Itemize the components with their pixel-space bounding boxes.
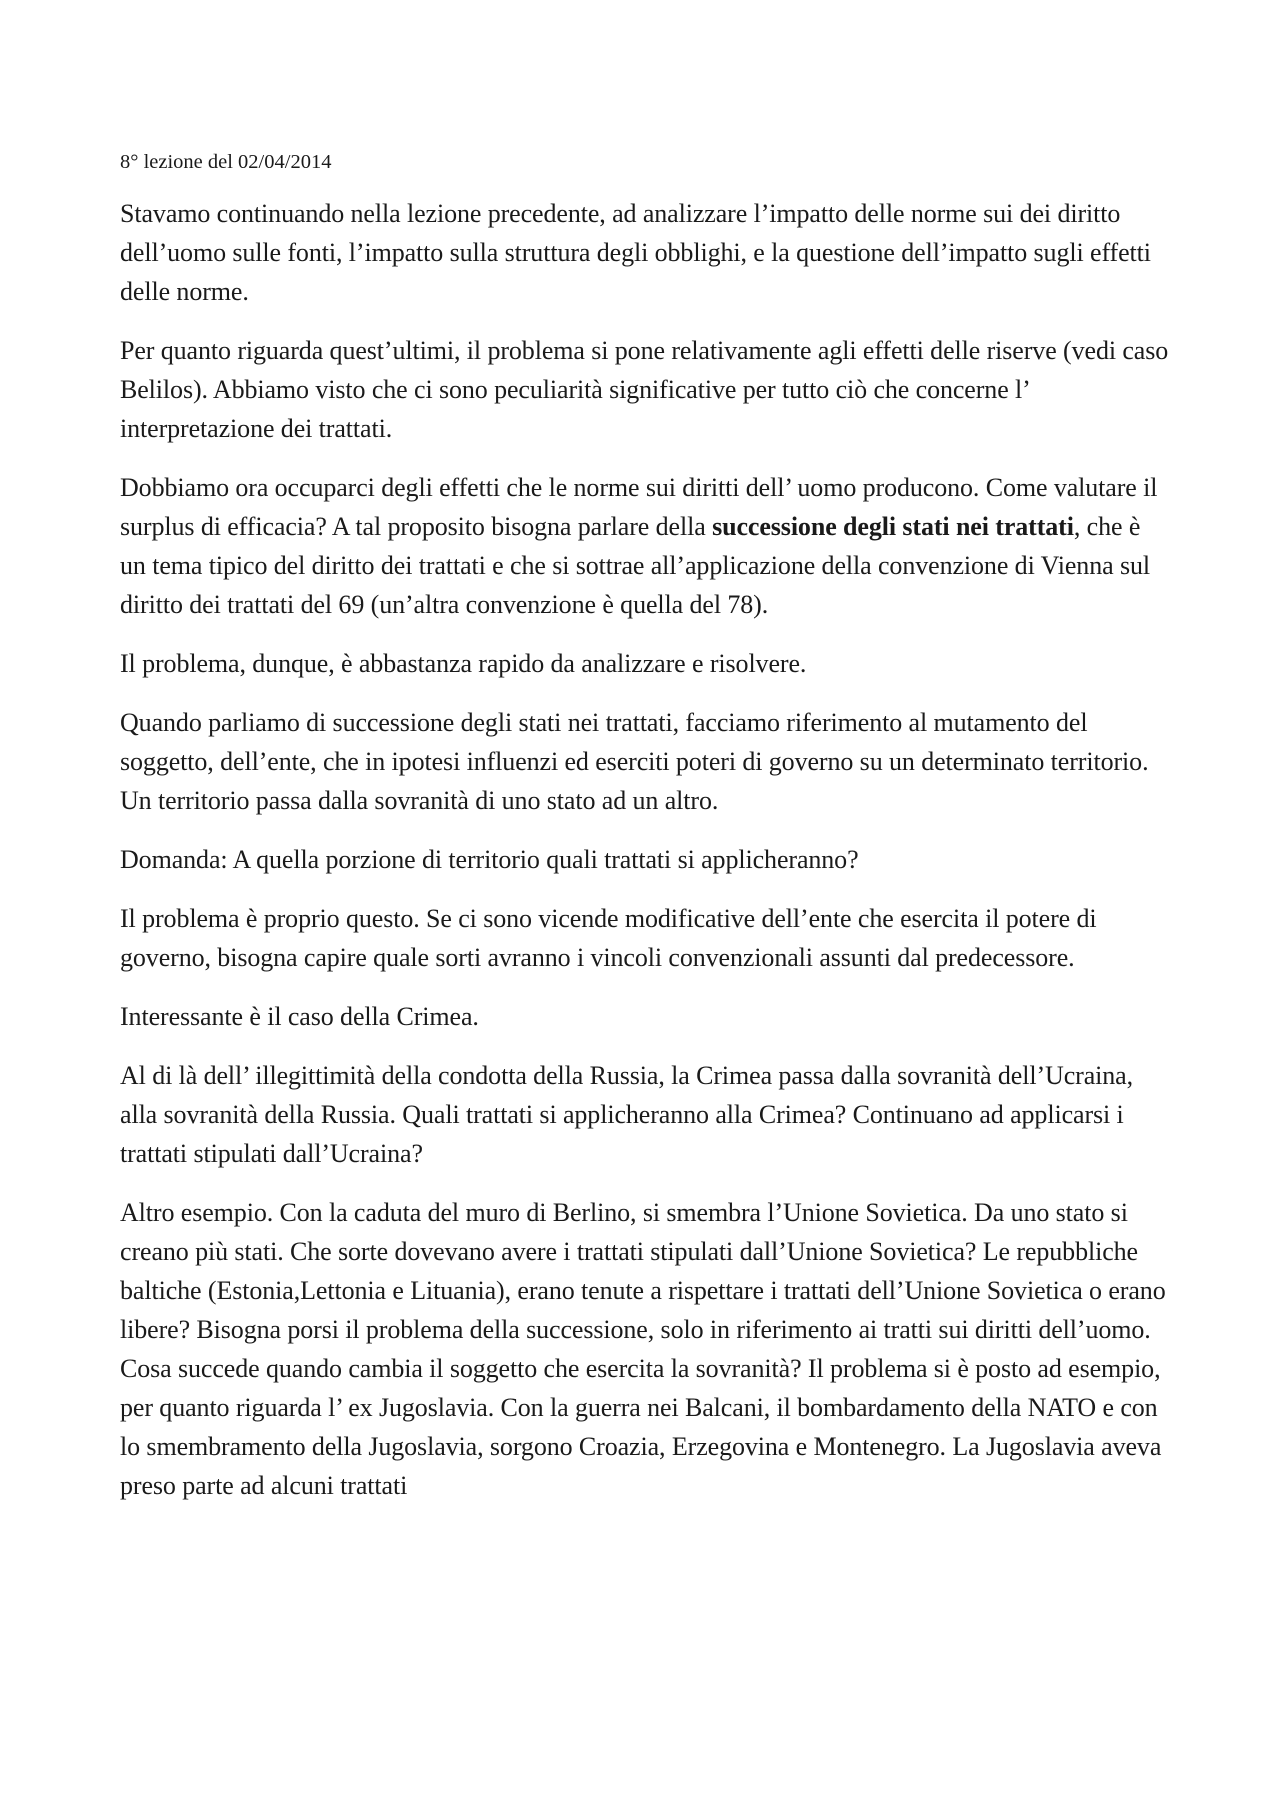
document-body <box>120 148 1170 1505</box>
lesson-header: 8° lezione del 02/04/2014 <box>120 151 332 173</box>
paragraph: Il problema è proprio questo. Se ci sono vicende modificative dell’ente che esercita il potere di governo, bisogna capire quale sorti avranno i vincoli convenzionali assunti dal predecessore. <box>120 904 1097 972</box>
paragraph: Quando parliamo di successione degli stati nei trattati, facciamo riferimento al mutamento del soggetto, dell’ente, che in ipotesi influenzi ed eserciti poteri di governo su un determinato territorio. Un territorio passa dalla sovranità di uno stato ad un altro. <box>120 708 1149 815</box>
paragraph: Altro esempio. Con la caduta del muro di Berlino, si smembra l’Unione Sovietica. Da uno stato si creano più stati. Che sorte dovevano avere i trattati stipulati dall’Unione Sovietica? Le repubbliche baltiche (Estonia,Lettonia e Lituania), erano tenute a rispettare i trattati dell’Unione Sovietica o erano libere? Bisogna porsi il problema della successione, solo in riferimento ai tratti sui diritti dell’uomo. Cosa succede quando cambia il soggetto che esercita la sovranità? Il problema si è posto ad esempio, per quanto riguarda l’ ex Jugoslavia. Con la guerra nei Balcani, il bombardamento della NATO e con lo smembramento della Jugoslavia, sorgono Croazia, Erzegovina e Montenegro. La Jugoslavia aveva preso parte ad alcuni trattati <box>120 1198 1166 1500</box>
paragraph-text: , che è un tema tipico del diritto dei trattati e che si sottrae all’applicazione della convenzione di Vienna sul diritto dei trattati del 69 (un’altra convenzione è quella del 78). <box>120 512 1150 619</box>
paragraph <box>120 468 1170 624</box>
paragraph-text: Dobbiamo ora occuparci degli effetti che le norme sui diritti dell’ uomo producono. Come valutare il surplus di efficacia? A tal proposito bisogna parlare della <box>120 473 1158 541</box>
paragraph: Domanda: A quella porzione di territorio quali trattati si applicheranno? <box>120 845 859 874</box>
paragraph: Stavamo continuando nella lezione precedente, ad analizzare l’impatto delle norme sui dei diritto dell’uomo sulle fonti, l’impatto sulla struttura degli obblighi, e la questione dell’impatto sugli effetti delle norme. <box>120 199 1151 306</box>
paragraph: Interessante è il caso della Crimea. <box>120 1002 479 1031</box>
paragraph: Al di là dell’ illegittimità della condotta della Russia, la Crimea passa dalla sovranità dell’Ucraina, alla sovranità della Russia. Quali trattati si applicheranno alla Crimea? Continuano ad applicarsi i trattati stipulati dall’Ucraina? <box>120 1061 1134 1168</box>
paragraph: Per quanto riguarda quest’ultimi, il problema si pone relativamente agli effetti delle riserve (vedi caso Belilos). Abbiamo visto che ci sono peculiarità significative per tutto ciò che concerne l’ interpretazione dei trattati. <box>120 336 1169 443</box>
bold-term: successione degli stati nei trattati <box>712 512 1074 541</box>
paragraph: Il problema, dunque, è abbastanza rapido da analizzare e risolvere. <box>120 649 807 678</box>
